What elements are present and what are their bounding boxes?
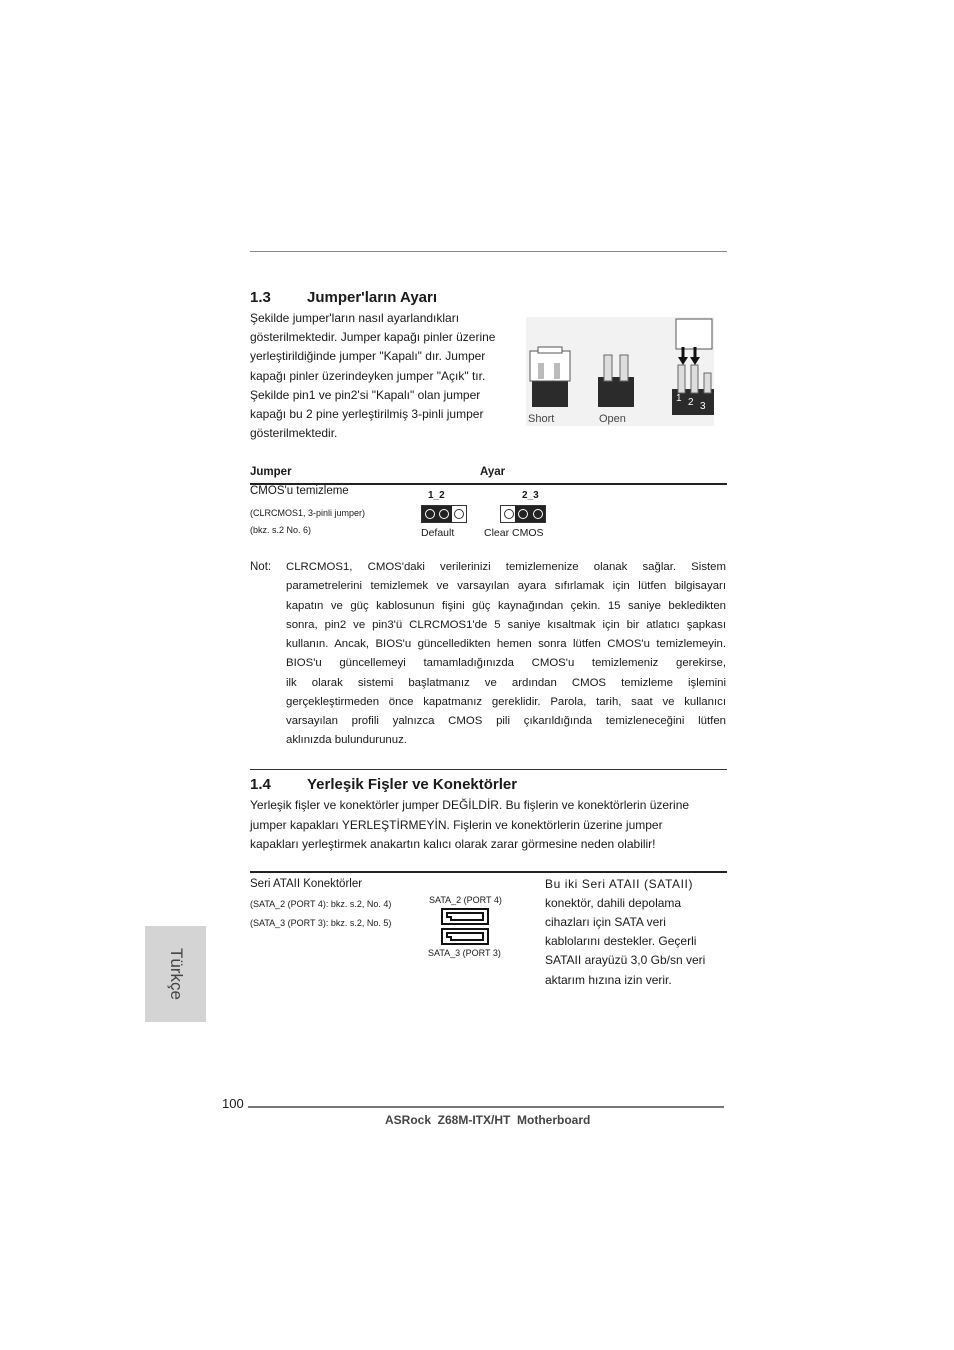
description-line: konektör, dahili depolama xyxy=(545,896,682,910)
sata-connector-top xyxy=(441,908,489,925)
sata-reference-1: (SATA_2 (PORT 4): bkz. s.2, No. 4) xyxy=(250,899,392,909)
footer-product: ASRock Z68M-ITX/HT Motherboard xyxy=(385,1113,591,1127)
setting-clear-pins-label: 2_3 xyxy=(522,490,539,501)
paragraph-line: kapağı bu 2 pine yerleştirilmiş 3-pinli jumper xyxy=(250,407,484,421)
pin-number-1: 1 xyxy=(676,393,682,404)
page-number: 100 xyxy=(222,1096,244,1111)
paragraph-line: Yerleşik fişler ve konektörler jumper DEĞİLDİR. Bu fişlerin ve konektörlerin üzerine xyxy=(250,798,690,812)
sata-name: Seri ATAII Konektörler xyxy=(250,878,363,890)
section-14-number: 1.4 xyxy=(250,776,271,793)
note-line: aklınızda bulundurunuz. xyxy=(286,734,407,746)
jumper-row-detail: (CLRCMOS1, 3-pinli jumper) xyxy=(250,508,366,518)
paragraph-line: jumper kapakları YERLEŞTİRMEYİN. Fişlerin ve konektörlerin üzerine jumper xyxy=(250,818,663,832)
sata-port-top-label: SATA_2 (PORT 4) xyxy=(429,895,502,905)
paragraph-line: kapakları yerleştirmek anakartın kalıcı olarak zarar görmesine neden olabilir! xyxy=(250,837,656,851)
open-jumper xyxy=(598,355,634,407)
footer-rule xyxy=(248,1106,724,1108)
setting-default-jumper xyxy=(421,505,467,523)
jumper-table-header-setting: Ayar xyxy=(480,466,506,478)
language-side-tab-label: Türkçe xyxy=(166,948,186,1000)
paragraph-line: Şekilde pin1 ve pin2'si "Kapalı" olan jumper xyxy=(250,388,481,402)
open-label: Open xyxy=(599,413,626,425)
language-side-tab xyxy=(145,926,206,1022)
note-line: ilk olarak sistemi başlatmanız ve ardından CMOS temizleme işlemini xyxy=(286,677,726,689)
sata-connector-bottom xyxy=(441,928,489,945)
jumper-row-reference: (bkz. s.2 No. 6) xyxy=(250,525,312,535)
section-13-title: Jumper'ların Ayarı xyxy=(307,289,438,306)
note-line: kullanın. Ancak, BIOS'u güncelledikten hemen sonra lütfen CMOS'u temizlemeyin. xyxy=(286,638,726,650)
setting-clear-jumper xyxy=(500,505,546,523)
note-line: parametrelerini temizlemek ve varsayılan ayara sıfırlamak için lütfen bilgisayarı xyxy=(286,580,726,592)
section-14-title: Yerleşik Fişler ve Konektörler xyxy=(307,776,518,793)
setting-clear-label: Clear CMOS xyxy=(484,527,544,539)
note-line: varsayılan profili yalnızca CMOS pili çıkarıldığında temizleneceğini lütfen xyxy=(286,715,726,727)
description-line: kablolarını destekler. Geçerli xyxy=(545,934,697,948)
setting-default-label: Default xyxy=(421,527,455,539)
section-13-number: 1.3 xyxy=(250,289,271,306)
paragraph-line: gösterilmektedir. Jumper kapağı pinler üzerine xyxy=(250,330,496,344)
sata-reference-2: (SATA_3 (PORT 3): bkz. s.2, No. 5) xyxy=(250,918,392,928)
note-line: gerçekleştirmeden önce kapatmanız gereklidir. Parola, tarih, saat ve kullanıcı xyxy=(286,696,726,708)
description-line: cihazları için SATA veri xyxy=(545,915,666,929)
top-rule xyxy=(250,251,727,252)
paragraph-line: Şekilde jumper'ların nasıl ayarlandıkları xyxy=(250,311,460,325)
pin-number-2: 2 xyxy=(688,397,694,408)
note-line: BIOS'u güncellemeyi tamamladığınızda CMOS'u temizlemeniz gerekirse, xyxy=(286,657,726,669)
note-line: sonra, pin2 ve pin3'ü CLRCMOS1'de 5 saniye kısaltmak için bir atlatıcı şapkası xyxy=(286,619,726,631)
description-line: aktarım hızına izin verir. xyxy=(545,973,672,987)
note-line: kapatın ve güç kablosunun fişini güç kaynağından çekin. 15 saniye bekledikten xyxy=(286,600,726,612)
sata-port-bottom-label: SATA_3 (PORT 3) xyxy=(428,948,501,958)
jumper-figure xyxy=(526,317,714,426)
short-label: Short xyxy=(528,413,555,425)
setting-default-pins-label: 1_2 xyxy=(428,490,445,501)
paragraph-line: kapağı pinler üzerindeyken jumper "Açık" tır. xyxy=(250,369,486,383)
jumper-illustration xyxy=(526,317,714,426)
note-label: Not: xyxy=(250,561,272,573)
jumper-row-name: CMOS'u temizleme xyxy=(250,485,349,497)
sata-table-rule xyxy=(250,871,727,873)
description-line: Bu iki Seri ATAII (SATAII) xyxy=(545,877,694,891)
note-line: CLRCMOS1, CMOS'daki verilerinizi temizlemenize olanak sağlar. Sistem xyxy=(286,561,726,573)
description-line: SATAII arayüzü 3,0 Gb/sn veri xyxy=(545,953,706,967)
paragraph-line: yerleştirildiğinde jumper "Kapalı" dır. Jumper xyxy=(250,349,486,363)
pin-number-3: 3 xyxy=(700,401,706,412)
short-jumper xyxy=(530,347,570,407)
paragraph-line: gösterilmektedir. xyxy=(250,426,338,440)
section-14-rule xyxy=(250,769,727,770)
jumper-table-header-jumper: Jumper xyxy=(250,466,292,478)
